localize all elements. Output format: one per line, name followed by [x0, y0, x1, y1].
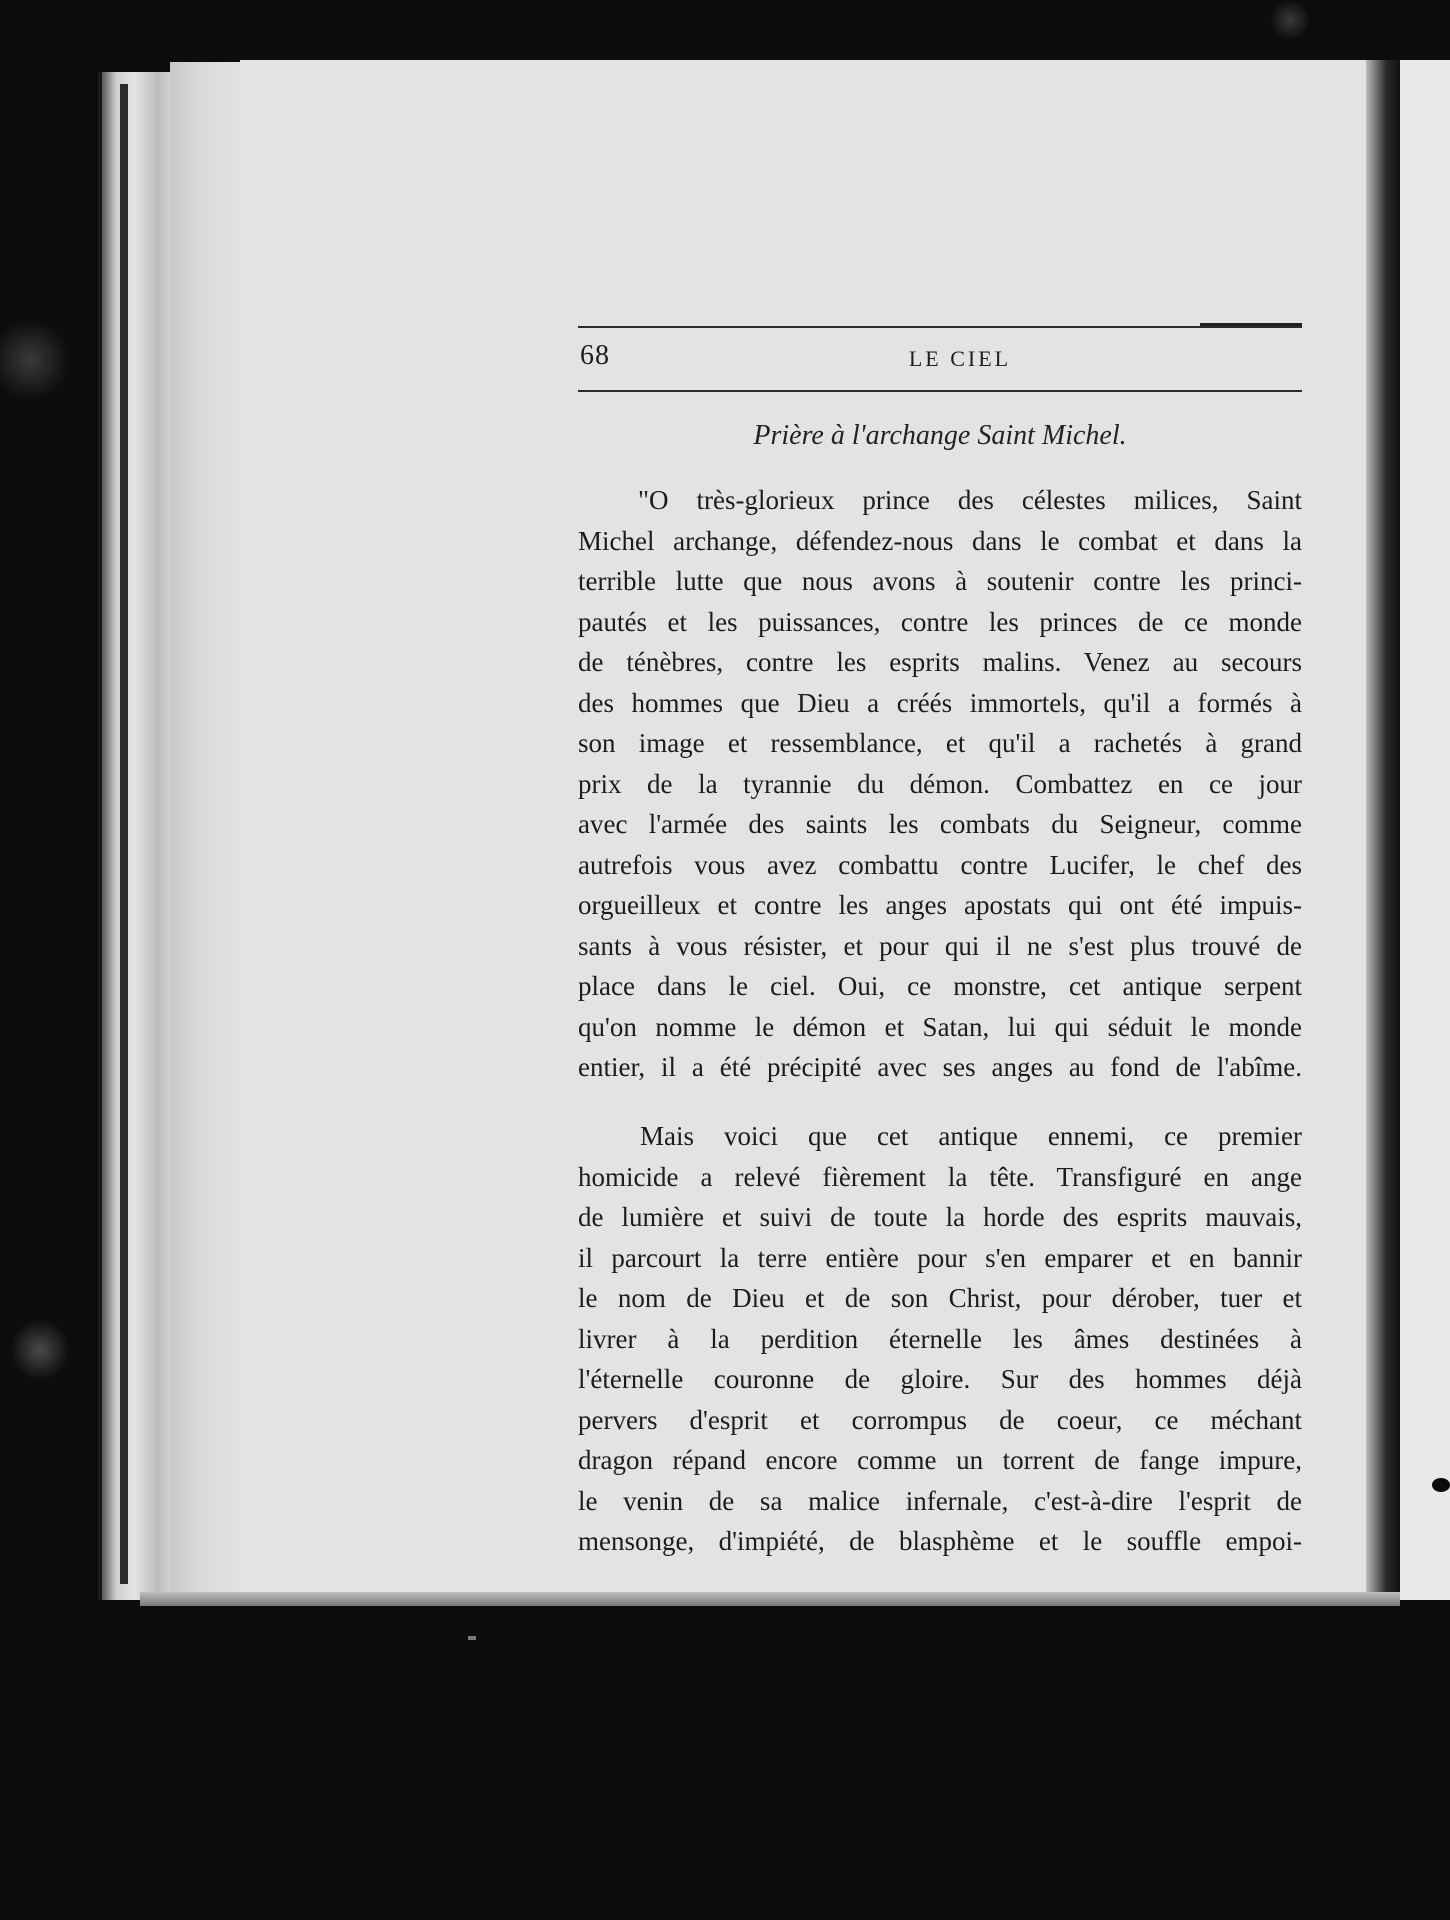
- text-line: avec l'armée des saints les combats du Seigneur, comme: [578, 809, 1302, 839]
- text-line: dragon répand encore comme un torrent de fange impure,: [578, 1445, 1302, 1475]
- text-line: homicide a relevé fièrement la tête. Transfiguré en ange: [578, 1161, 1302, 1192]
- text-line: Mais voici que cet antique ennemi, ce premier: [640, 1121, 1302, 1151]
- text-line: de ténèbres, contre les esprits malins. Venez au secours: [578, 647, 1302, 677]
- text-line: il parcourt la terre entière pour s'en emparer et en bannir: [578, 1242, 1302, 1273]
- scan-speck: [1432, 1478, 1450, 1492]
- paragraph-2: [578, 1116, 1302, 1562]
- text-line: "O très-glorieux prince des célestes milices, Saint: [638, 485, 1302, 515]
- text-line: qu'on nomme le démon et Satan, lui qui séduit le monde: [578, 1011, 1302, 1042]
- running-head: LE CIEL: [908, 346, 1012, 371]
- book-spine-line: [120, 84, 128, 1584]
- text-line: l'éternelle couronne de gloire. Sur des hommes déjà: [578, 1364, 1302, 1394]
- text-line: pautés et les puissances, contre les princes de ce monde: [578, 606, 1302, 637]
- header-rule-bottom: [578, 390, 1302, 392]
- text-line: son image et ressemblance, et qu'il a rachetés à grand: [578, 728, 1302, 758]
- text-line: prix de la tyrannie du démon. Combattez en ce jour: [578, 768, 1302, 799]
- header-rule-top: [578, 326, 1302, 328]
- text-line: autrefois vous avez combattu contre Lucifer, le chef des: [578, 849, 1302, 880]
- page-right-edge: [1366, 60, 1400, 1600]
- header-rule-top-thick: [1200, 323, 1302, 326]
- text-line: de lumière et suivi de toute la horde des esprits mauvais,: [578, 1202, 1302, 1232]
- text-line: des hommes que Dieu a créés immortels, qu'il a formés à: [578, 687, 1302, 718]
- next-page-strip: [1400, 60, 1450, 1600]
- text-line: terrible lutte que nous avons à soutenir contre les princi-: [578, 566, 1302, 596]
- page-number: 68: [580, 340, 610, 371]
- text-line: sants à vous résister, et pour qui il ne s'est plus trouvé de: [578, 930, 1302, 961]
- section-heading: Prière à l'archange Saint Michel.: [753, 420, 1127, 451]
- text-line: mensonge, d'impiété, de blasphème et le souffle empoi-: [578, 1526, 1302, 1556]
- page-bottom-edge: [140, 1592, 1400, 1606]
- text-line: livrer à la perdition éternelle les âmes destinées à: [578, 1323, 1302, 1354]
- text-line: place dans le ciel. Oui, ce monstre, cet antique serpent: [578, 971, 1302, 1001]
- text-line: le venin de sa malice infernale, c'est-à-dire l'esprit de: [578, 1485, 1302, 1516]
- text-line: entier, il a été précipité avec ses anges au fond de l'abîme.: [578, 1052, 1302, 1082]
- text-line: Michel archange, défendez-nous dans le combat et dans la: [578, 525, 1302, 556]
- paragraph-1: [578, 480, 1302, 1088]
- text-line: le nom de Dieu et de son Christ, pour dérober, tuer et: [578, 1283, 1302, 1313]
- scan-speck: [468, 1636, 476, 1640]
- text-line: pervers d'esprit et corrompus de coeur, ce méchant: [578, 1404, 1302, 1435]
- text-line: orgueilleux et contre les anges apostats qui ont été impuis-: [578, 890, 1302, 920]
